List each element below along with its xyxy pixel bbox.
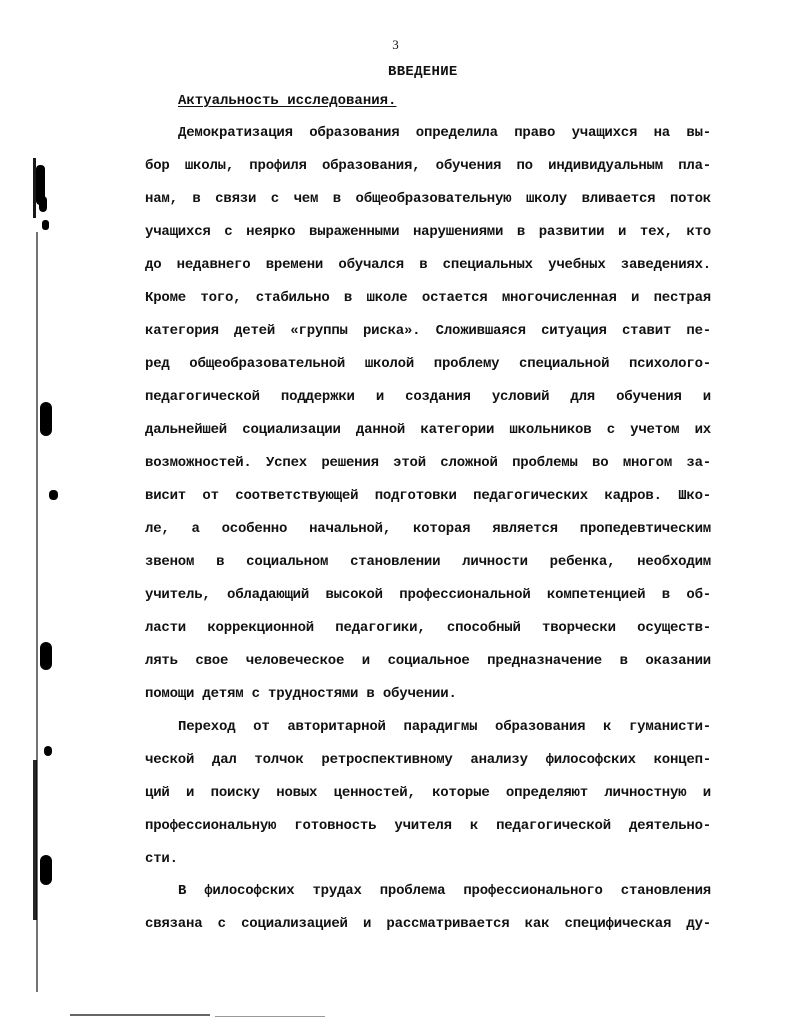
text-line: ций и поиску новых ценностей, которые определяют личностную и bbox=[145, 785, 711, 801]
text-line: сти. bbox=[145, 851, 178, 867]
text-line: возможностей. Успех решения этой сложной проблемы во многом за- bbox=[145, 455, 711, 471]
text-line: висит от соответствующей подготовки педагогических кадров. Шко- bbox=[145, 488, 711, 504]
text-line: профессиональную готовность учителя к педагогической деятельно- bbox=[145, 818, 711, 834]
text-line: нам, в связи с чем в общеобразовательную школу вливается поток bbox=[145, 191, 711, 207]
text-line: бор школы, профиля образования, обучения по индивидуальным пла- bbox=[145, 158, 711, 174]
text-line: Демократизация образования определила право учащихся на вы- bbox=[178, 125, 711, 141]
text-line: учащихся с неярко выраженными нарушениями в развитии и тех, кто bbox=[145, 224, 711, 240]
subsection-heading: Актуальность исследования. bbox=[178, 93, 397, 109]
text-line: учитель, обладающий высокой профессиональной компетенцией в об- bbox=[145, 587, 711, 603]
text-line: ле, а особенно начальной, которая является пропедевтическим bbox=[145, 521, 711, 537]
text-line: дальнейшей социализации данной категории школьников с учетом их bbox=[145, 422, 711, 438]
text-line: связана с социализацией и рассматривается как специфическая ду- bbox=[145, 916, 711, 932]
text-line: В философских трудах проблема профессионального становления bbox=[178, 883, 711, 899]
section-heading: ВВЕДЕНИЕ bbox=[388, 64, 458, 80]
text-line: ласти коррекционной педагогики, способный творчески осуществ- bbox=[145, 620, 711, 636]
text-line: Кроме того, стабильно в школе остается многочисленная и пестрая bbox=[145, 290, 711, 306]
text-line: Переход от авторитарной парадигмы образования к гуманисти- bbox=[178, 719, 711, 735]
text-line: помощи детям с трудностями в обучении. bbox=[145, 686, 457, 702]
text-line: ческой дал толчок ретроспективному анализу философских концеп- bbox=[145, 752, 711, 768]
text-line: ред общеобразовательной школой проблему специальной психолого- bbox=[145, 356, 711, 372]
text-line: педагогической поддержки и создания условий для обучения и bbox=[145, 389, 711, 405]
text-line: лять свое человеческое и социальное предназначение в оказании bbox=[145, 653, 711, 669]
text-line: до недавнего времени обучался в специальных учебных заведениях. bbox=[145, 257, 711, 273]
text-line: категория детей «группы риска». Сложившаяся ситуация ставит пе- bbox=[145, 323, 711, 339]
text-line: звеном в социальном становлении личности ребенка, необходим bbox=[145, 554, 711, 570]
page-number: 3 bbox=[392, 37, 399, 52]
